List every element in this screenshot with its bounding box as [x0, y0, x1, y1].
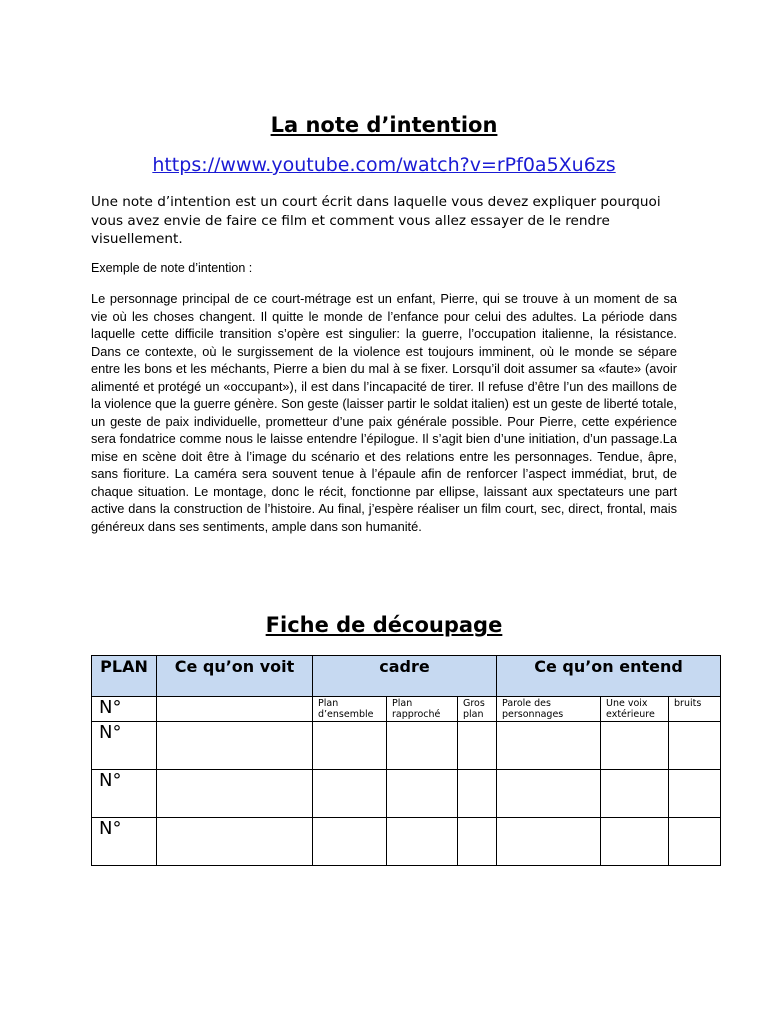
table-cell[interactable]: [387, 818, 458, 866]
decoupage-table: [91, 655, 721, 866]
example-label: Exemple de note d’intention :: [91, 261, 253, 275]
document-title: La note d’intention: [270, 113, 498, 137]
table-row: [92, 697, 721, 722]
subheader-gros-plan: Gros plan: [458, 697, 497, 722]
table-cell[interactable]: [458, 818, 497, 866]
example-paragraph: Le personnage principal de ce court-métrage est un enfant, Pierre, qui se trouve à un moment de sa vie où les choses changent. Il quitte le monde de l’enfance pour celui des adultes. La période dans laquelle cette difficile transition s’opère est singulier: la guerre, l’occupation italienne, la résistance. Dans ce contexte, où le surgissement de la violence est toujours imminent, où le monde se sépare entre les bons et les méchants, Pierre a bien du mal à se fixer. Lorsqu’il doit assumer sa «faute» (avoir alimenté et protégé un «occupant»), il est dans l’incapacité de tirer. Il refuse d’être l’un des maillons de la violence que la guerre génère. Son geste (laisser partir le soldat italien) est un geste de liberté totale, un geste de paix individuelle, prometteur d’une paix générale possible. Pour Pierre, cette expérience sera fondatrice comme nous le laisse entendre l’épilogue. Il s’agit bien d’une initiation, d’un passage.La mise en scène doit être à l’image du scénario et des relations entre les personnages. Tendue, âpre, sans fioriture. La caméra sera souvent tenue à l’épaule afin de renforcer l’aspect immédiat, brut, de chaque situation. Le montage, donc le récit, fonctionne par ellipse, laissant aux spectateurs une part active dans la construction de l’histoire. Au final, j’espère réaliser un film court, sec, direct, frontal, mais généreux dans ses sentiments, ample dans son humanité.: [91, 291, 677, 534]
table-cell[interactable]: [458, 722, 497, 770]
row-label: N°: [92, 818, 157, 866]
subheader-plan-rapproche: Plan rapproché: [387, 697, 458, 722]
intro-paragraph: Une note d’intention est un court écrit dans laquelle vous devez expliquer pourquoi vous avez envie de faire ce film et comment vous allez essayer de le rendre visuellement.: [91, 194, 661, 247]
table-cell[interactable]: [313, 770, 387, 818]
row-label: N°: [92, 770, 157, 818]
subheader-plan-ensemble: Plan d’ensemble: [313, 697, 387, 722]
table-cell[interactable]: [497, 722, 601, 770]
table-cell[interactable]: [497, 770, 601, 818]
table-cell[interactable]: [157, 818, 313, 866]
table-row: [92, 722, 721, 770]
header-cadre: cadre: [313, 656, 497, 697]
table-cell[interactable]: [601, 818, 669, 866]
table-cell[interactable]: [313, 722, 387, 770]
table-cell[interactable]: [601, 722, 669, 770]
youtube-link[interactable]: https://www.youtube.com/watch?v=rPf0a5Xu6zs: [152, 154, 616, 176]
table-cell[interactable]: [157, 722, 313, 770]
table-cell[interactable]: [601, 770, 669, 818]
table-cell[interactable]: [157, 697, 313, 722]
table-cell[interactable]: [313, 818, 387, 866]
header-plan: PLAN: [92, 656, 157, 697]
subheader-parole: Parole des personnages: [497, 697, 601, 722]
table-cell[interactable]: [669, 722, 721, 770]
subheader-voix-exterieure: Une voix extérieure: [601, 697, 669, 722]
table-cell[interactable]: [669, 818, 721, 866]
table-header-row: [92, 656, 721, 697]
subheader-bruits: bruits: [669, 697, 721, 722]
table-cell[interactable]: [458, 770, 497, 818]
table-cell[interactable]: [497, 818, 601, 866]
table-cell[interactable]: [157, 770, 313, 818]
table-cell[interactable]: [669, 770, 721, 818]
table-row: [92, 770, 721, 818]
table-cell[interactable]: [387, 770, 458, 818]
row-label: N°: [92, 697, 157, 722]
table-cell[interactable]: [387, 722, 458, 770]
fiche-title: Fiche de découpage: [265, 613, 503, 637]
row-label: N°: [92, 722, 157, 770]
table-row: [92, 818, 721, 866]
header-ce-quon-voit: Ce qu’on voit: [157, 656, 313, 697]
header-ce-quon-entend: Ce qu’on entend: [497, 656, 721, 697]
